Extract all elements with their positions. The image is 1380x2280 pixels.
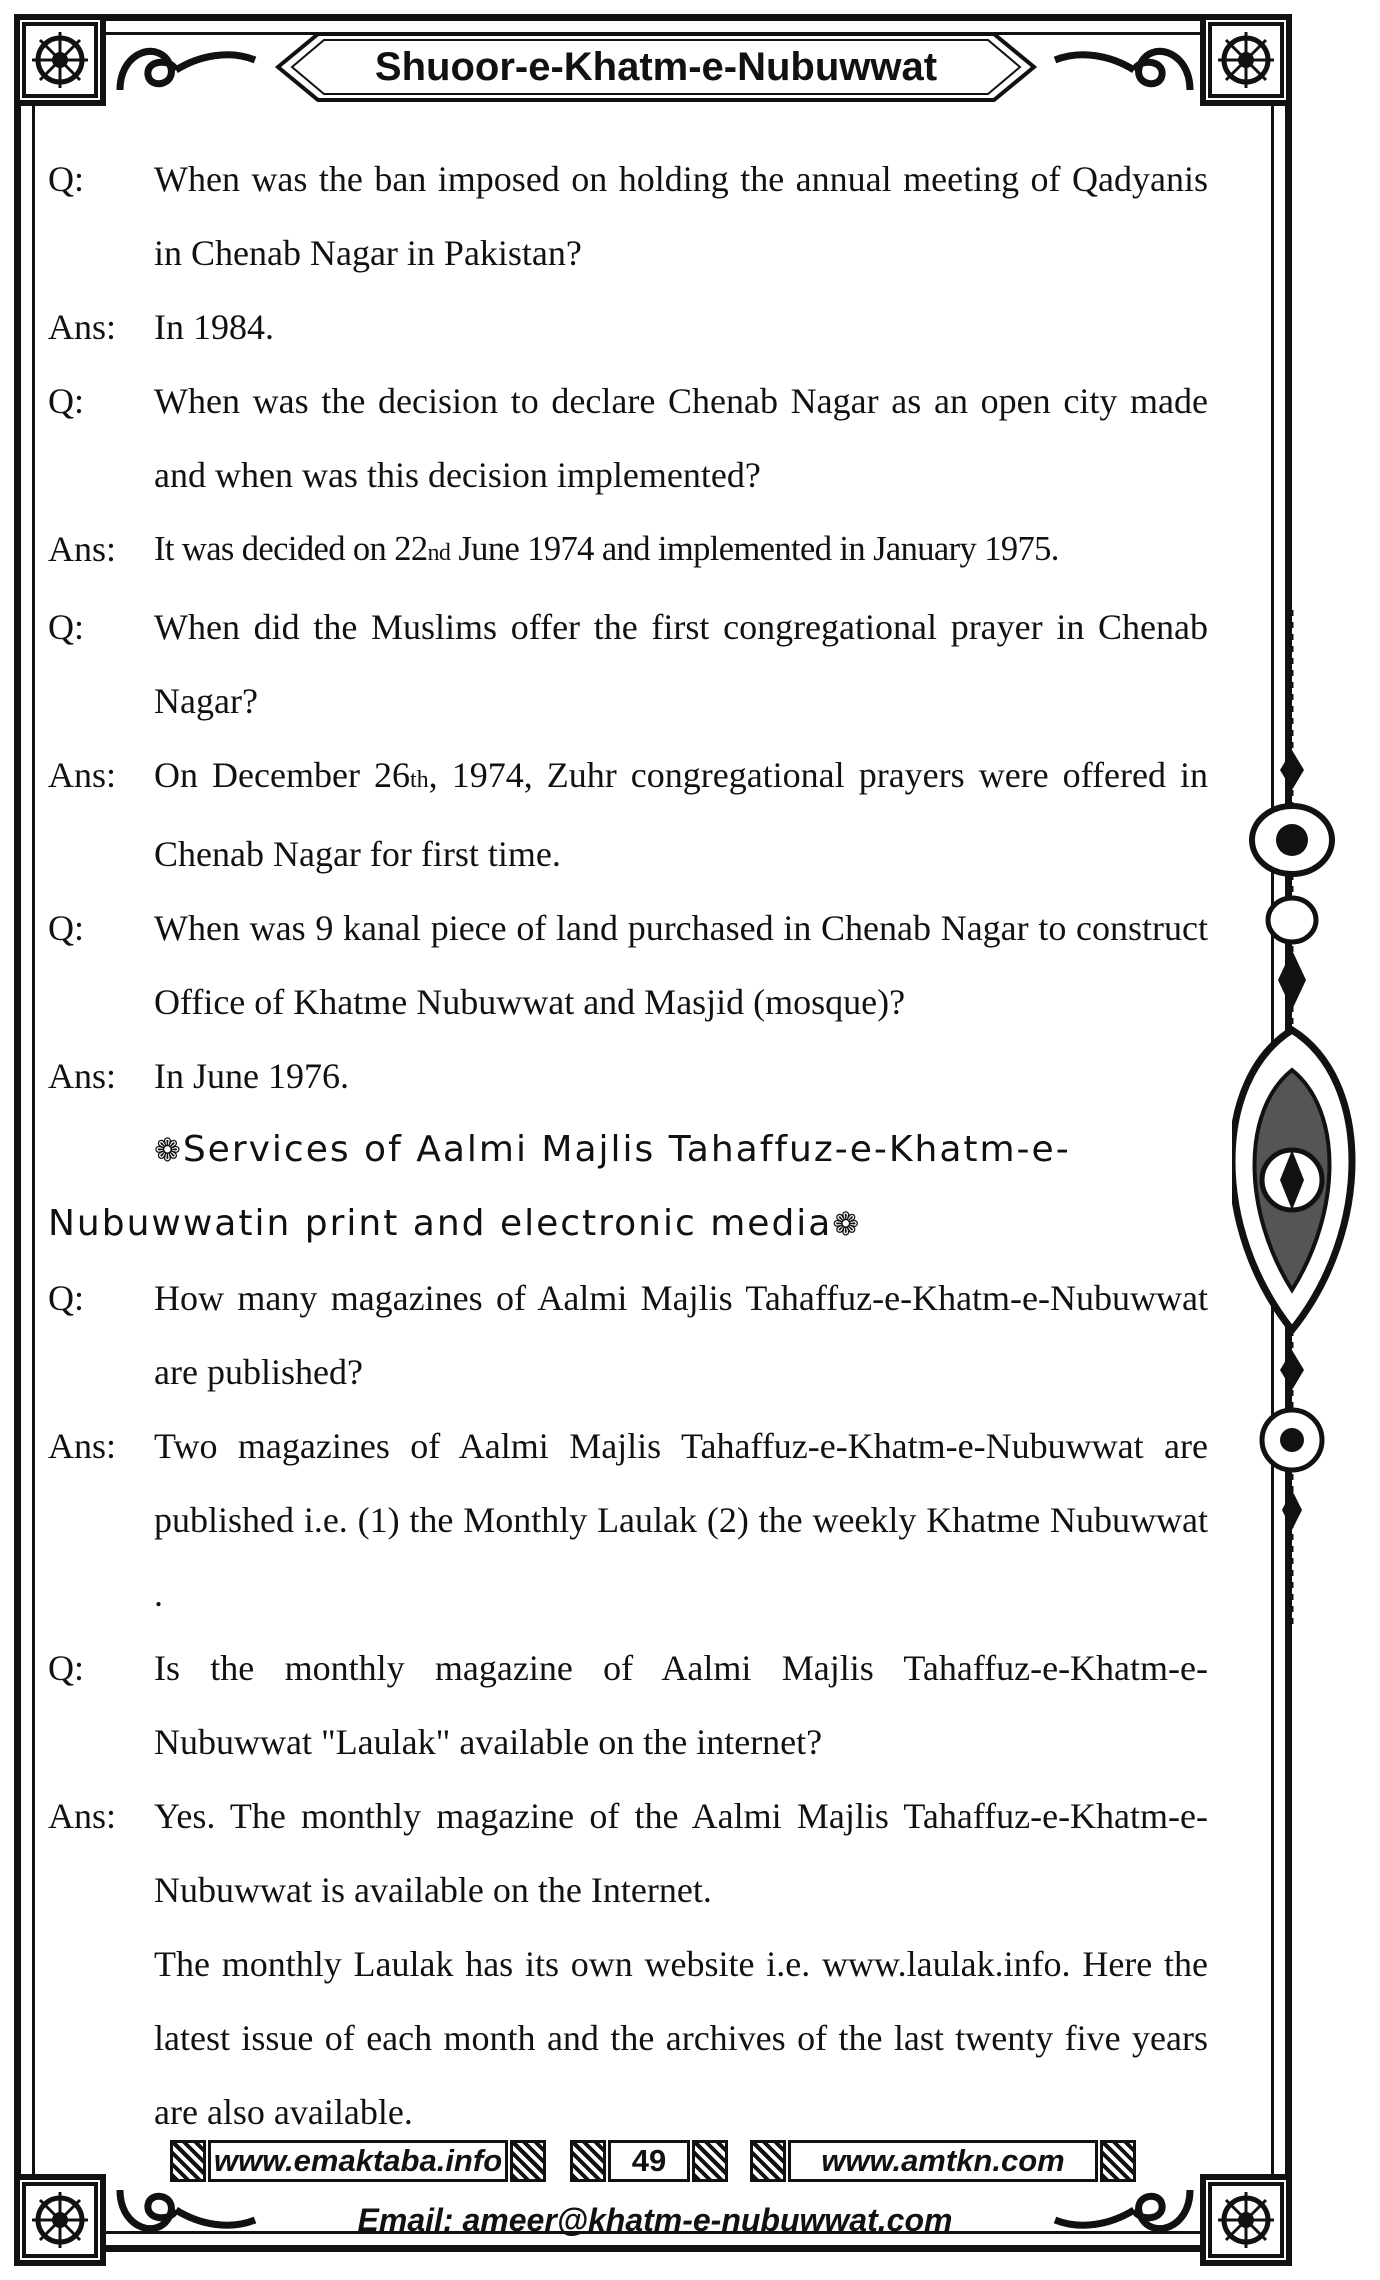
qa-text: How many magazines of Aalmi Majlis Tahaffuz-e-Khatm-e-Nubuwwat are published? bbox=[154, 1278, 1208, 1392]
qa-label: Ans: bbox=[48, 307, 117, 347]
qa-label: Q: bbox=[48, 607, 84, 647]
ordinal-suffix: th bbox=[409, 767, 429, 793]
qa-text bbox=[154, 738, 1208, 891]
footer-pattern-block bbox=[170, 2140, 206, 2182]
qa-text: When was the decision to declare Chenab Nagar as an open city made and when was this decision implemented? bbox=[154, 381, 1208, 495]
footer-pattern-block bbox=[510, 2140, 546, 2182]
footer-pattern-block bbox=[750, 2140, 786, 2182]
corner-ornament-top-right bbox=[1200, 14, 1292, 106]
qa-entry bbox=[48, 1409, 1208, 1631]
qa-text: In 1984. bbox=[154, 307, 274, 347]
qa-text bbox=[154, 512, 1208, 590]
page-title: Shuoor-e-Khatm-e-Nubuwwat bbox=[374, 45, 938, 89]
qa-text-part: It was decided on 22 bbox=[154, 530, 428, 568]
qa-text: Yes. The monthly magazine of the Aalmi Majlis Tahaffuz-e-Khatm-e-Nubuwwat is available on the Internet. bbox=[154, 1796, 1208, 1910]
qa-entry bbox=[48, 891, 1208, 1039]
qa-entry bbox=[48, 512, 1208, 590]
footer-website-left[interactable]: www.emaktaba.info bbox=[208, 2140, 508, 2182]
qa-text: Is the monthly magazine of Aalmi Majlis Tahaffuz-e-Khatm-e-Nubuwwat "Laulak" available on the internet? bbox=[154, 1648, 1208, 1762]
qa-label: Q: bbox=[48, 1278, 84, 1318]
corner-ornament-bottom-right bbox=[1200, 2174, 1292, 2266]
scroll-flourish-top-left bbox=[110, 30, 260, 100]
heading-ornament-icon: ❁ bbox=[832, 1205, 862, 1243]
qa-entry bbox=[48, 290, 1208, 364]
qa-text-part: On December 26 bbox=[154, 755, 410, 795]
qa-entry bbox=[48, 364, 1208, 512]
qa-label: Ans: bbox=[48, 1056, 117, 1096]
footer-pattern-block bbox=[692, 2140, 728, 2182]
qa-text: When was the ban imposed on holding the annual meeting of Qadyanis in Chenab Nagar in Pakistan? bbox=[154, 159, 1208, 273]
qa-entry bbox=[48, 142, 1208, 290]
qa-entry bbox=[48, 1779, 1208, 1927]
footer-website-right[interactable]: www.amtkn.com bbox=[788, 2140, 1098, 2182]
qa-label: Ans: bbox=[48, 529, 117, 569]
scroll-flourish-top-right bbox=[1050, 30, 1200, 100]
header-banner bbox=[268, 30, 1044, 104]
qa-label: Q: bbox=[48, 159, 84, 199]
qa-text: Two magazines of Aalmi Majlis Tahaffuz-e-Khatm-e-Nubuwwat are published i.e. (1) the Monthly Laulak (2) the weekly Khatme Nubuwwat . bbox=[154, 1426, 1208, 1614]
footer-email[interactable]: Email: ameer@khatm-e-nubuwwat.com bbox=[357, 2202, 953, 2238]
qa-entry bbox=[48, 1631, 1208, 1779]
corner-ornament-bottom-left bbox=[14, 2174, 106, 2266]
qa-text: When was 9 kanal piece of land purchased in Chenab Nagar to construct Office of Khatme Nubuwwat and Masjid (mosque)? bbox=[154, 908, 1208, 1022]
side-arabesque-ornament bbox=[1232, 610, 1372, 1630]
corner-ornament-top-left bbox=[14, 14, 106, 106]
closing-note: The monthly Laulak has its own website i.e. www.laulak.info. Here the latest issue of each month and the archives of the last twenty five years are also available. bbox=[154, 1944, 1208, 2132]
qa-label: Q: bbox=[48, 1648, 84, 1688]
qa-entry bbox=[48, 1039, 1208, 1113]
qa-label: Q: bbox=[48, 908, 84, 948]
section-heading-text: Services of Aalmi Majlis Tahaffuz-e-Khatm-e-Nubuwwatin print and electronic media bbox=[48, 1129, 1071, 1244]
qa-entry bbox=[48, 738, 1208, 891]
page-content bbox=[48, 142, 1208, 2149]
qa-label: Ans: bbox=[48, 1796, 117, 1836]
qa-entry bbox=[48, 1261, 1208, 1409]
qa-text: In June 1976. bbox=[154, 1056, 349, 1096]
qa-entry bbox=[48, 590, 1208, 738]
section-heading bbox=[48, 1113, 1208, 1261]
qa-label: Ans: bbox=[48, 1426, 117, 1466]
qa-text: When did the Muslims offer the first congregational prayer in Chenab Nagar? bbox=[154, 607, 1208, 721]
footer-pattern-block bbox=[570, 2140, 606, 2182]
heading-ornament-icon: ❁ bbox=[154, 1131, 183, 1169]
qa-text-part: , 1974, Zuhr congregational prayers were offered in Chenab Nagar for first time. bbox=[154, 755, 1208, 874]
qa-label: Ans: bbox=[48, 755, 117, 795]
qa-label: Q: bbox=[48, 381, 84, 421]
ordinal-suffix: nd bbox=[427, 540, 451, 566]
footer-pattern-block bbox=[1100, 2140, 1136, 2182]
page-footer bbox=[150, 2140, 1160, 2260]
page-number: 49 bbox=[608, 2140, 690, 2182]
qa-text-part: June 1974 and implemented in January 1975. bbox=[450, 530, 1059, 568]
